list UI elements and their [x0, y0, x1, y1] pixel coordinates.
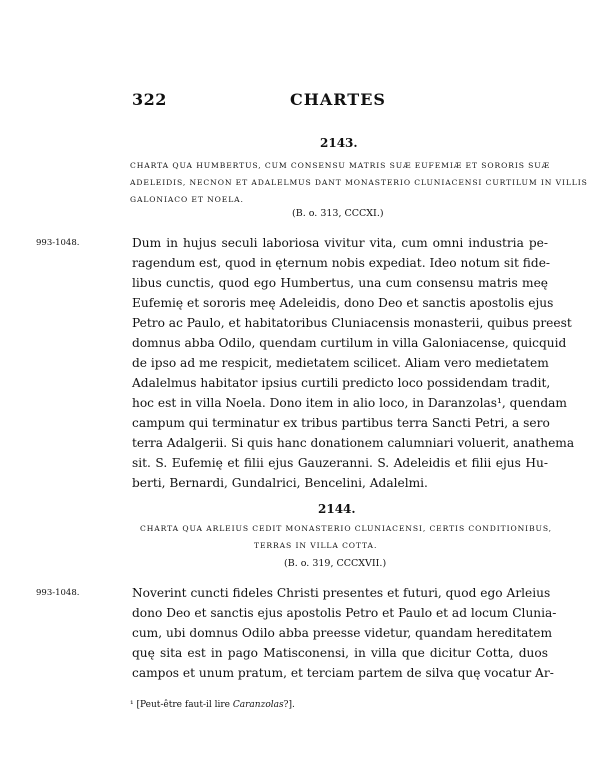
text-line: domnus abba Odilo, quendam curtilum in villa Galoniacense, quicquid — [132, 336, 567, 350]
text-line: Petro ac Paulo, et habitatoribus Cluniacensis monasterii, quibus preest — [132, 316, 572, 330]
text-line: campos et unum pratum, et terciam partem de silva quę vocatur Ar- — [132, 666, 554, 680]
summary-line: ADELEIDIS, NECNON ET ADALELMUS DANT MONASTERIO CLUNIACENSI CURTILUM IN VILLIS — [130, 178, 588, 187]
text-line: ragendum est, quod in ęternum nobis expediat. Ideo notum sit fide- — [132, 256, 551, 270]
text-line: berti, Bernardi, Gundalrici, Bencelini, Adalelmi. — [132, 476, 428, 490]
charter-number: 2143. — [320, 136, 358, 150]
charter-number: 2144. — [318, 502, 356, 516]
text-line: hoc est in villa Noela. Dono item in alio loco, in Daranzolas¹, quendam — [132, 396, 567, 410]
text-line: de ipso ad me respicit, medietatem scilicet. Aliam vero medietatem — [132, 356, 549, 370]
summary-line: TERRAS IN VILLA COTTA. — [254, 541, 378, 550]
summary-line: GALONIACO ET NOELA. — [130, 195, 244, 204]
page-number: 322 — [132, 90, 167, 109]
summary-line: CHARTA QUA HUMBERTUS, CUM CONSENSU MATRIS SUÆ EUFEMIÆ ET SORORIS SUÆ — [130, 161, 551, 170]
summary-line: CHARTA QUA ARLEIUS CEDIT MONASTERIO CLUNIACENSI, CERTIS CONDITIONIBUS, — [140, 524, 552, 533]
text-line: cum, ubi domnus Odilo abba preesse videtur, quandam hereditatem — [132, 626, 553, 640]
charter-date: 993-1048. — [36, 588, 80, 598]
footnote-end: ?]. — [283, 700, 295, 710]
text-line: quę sita est in pago Matisconensi, in villa que dicitur Cotta, duos — [132, 646, 548, 660]
charter-reference: (B. o. 313, CCCXI.) — [292, 208, 384, 219]
text-line: Noverint cuncti fideles Christi presentes et futuri, quod ego Arleius — [132, 586, 551, 600]
footnote — [130, 700, 295, 710]
charter-reference: (B. o. 319, CCCXVII.) — [284, 558, 387, 569]
text-line: libus cunctis, quod ego Humbertus, una cum consensu matris meę — [132, 276, 548, 290]
footnote-emphasis: Caranzolas — [232, 700, 284, 710]
text-line: terra Adalgerii. Si quis hanc donationem calumniari voluerit, anathema — [132, 436, 575, 450]
charter-date: 993-1048. — [36, 238, 80, 248]
footnote-text: [Peut-être faut-il lire — [136, 700, 233, 710]
text-line: campum qui terminatur ex tribus partibus terra Sancti Petri, a sero — [132, 416, 550, 430]
footnote-marker: ¹ — [130, 700, 134, 710]
text-line: Eufemię et sororis meę Adeleidis, dono Deo et sanctis apostolis ejus — [132, 296, 554, 310]
text-line: dono Deo et sanctis ejus apostolis Petro et Paulo et ad locum Clunia- — [132, 606, 557, 620]
text-line: sit. S. Eufemię et filii ejus Gauzeranni. S. Adeleidis et filii ejus Hu- — [132, 456, 548, 470]
running-title: CHARTES — [290, 90, 386, 109]
text-line: Adalelmus habitator ipsius curtili predicto loco possidendam tradit, — [132, 376, 551, 390]
text-line: Dum in hujus seculi laboriosa vivitur vita, cum omni industria pe- — [132, 236, 548, 250]
